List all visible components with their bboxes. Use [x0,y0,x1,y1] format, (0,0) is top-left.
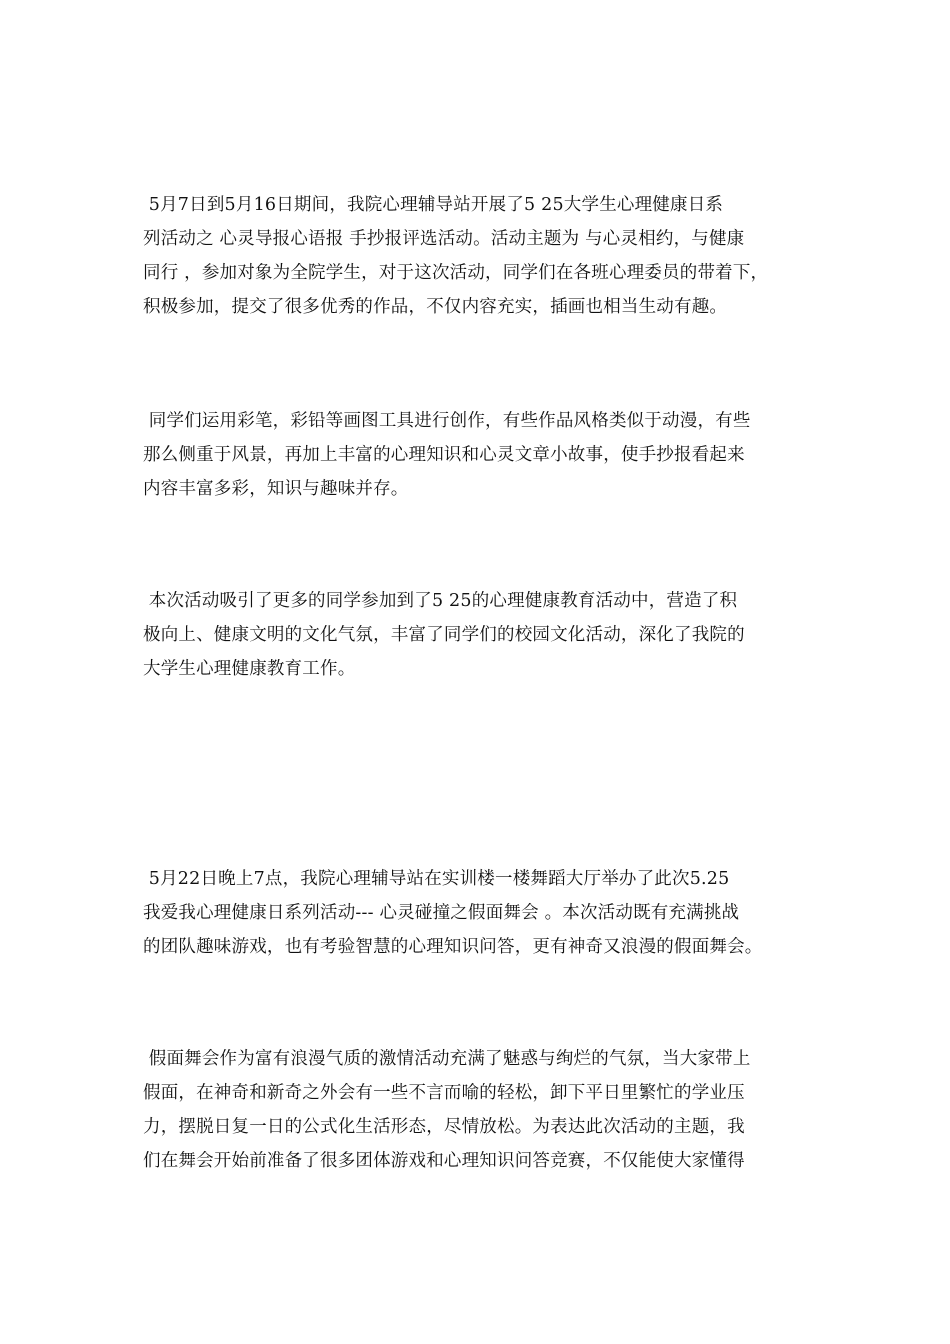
paragraph-4 [143,862,833,964]
paragraph-line: 本次活动吸引了更多的同学参加到了5 25的心理健康教育活动中，营造了积 [143,591,738,611]
paragraph-line: 内容丰富多彩，知识与趣味并存。 [143,479,409,499]
paragraph-line: 5月22日晚上7点，我院心理辅导站在实训楼一楼舞蹈大厅举办了此次5.25 [143,869,730,889]
paragraph-line: 们在舞会开始前准备了很多团体游戏和心理知识问答竞赛，不仅能使大家懂得 [143,1151,745,1171]
paragraph-1 [143,188,833,324]
paragraph-line: 那么侧重于风景，再加上丰富的心理知识和心灵文章小故事，使手抄报看起来 [143,445,745,465]
paragraph-line: 我爱我心理健康日系列活动--- 心灵碰撞之假面舞会 。本次活动既有充满挑战 [143,903,740,923]
paragraph-line: 假面舞会作为富有浪漫气质的激情活动充满了魅惑与绚烂的气氛，当大家带上 [143,1049,751,1069]
paragraph-3 [143,584,833,686]
paragraph-line: 积极参加，提交了很多优秀的作品，不仅内容充实，插画也相当生动有趣。 [143,297,728,317]
paragraph-line: 力，摆脱日复一日的公式化生活形态，尽情放松。为表达此次活动的主题，我 [143,1117,745,1137]
paragraph-line: 同学们运用彩笔，彩铅等画图工具进行创作，有些作品风格类似于动漫，有些 [143,411,751,431]
paragraph-line: 的团队趣味游戏，也有考验智慧的心理知识问答，更有神奇又浪漫的假面舞会。 [143,937,763,957]
paragraph-5 [143,1042,833,1178]
paragraph-line: 5月7日到5月16日期间，我院心理辅导站开展了5 25大学生心理健康日系 [143,195,724,215]
paragraph-2 [143,404,833,506]
paragraph-line: 同行 ，参加对象为全院学生，对于这次活动，同学们在各班心理委员的带着下， [143,263,769,283]
paragraph-line: 大学生心理健康教育工作。 [143,659,356,679]
paragraph-line: 列活动之 心灵导报心语报 手抄报评选活动。活动主题为 与心灵相约，与健康 [143,229,745,249]
paragraph-line: 极向上、健康文明的文化气氛，丰富了同学们的校园文化活动，深化了我院的 [143,625,745,645]
paragraph-line: 假面，在神奇和新奇之外会有一些不言而喻的轻松，卸下平日里繁忙的学业压 [143,1083,745,1103]
